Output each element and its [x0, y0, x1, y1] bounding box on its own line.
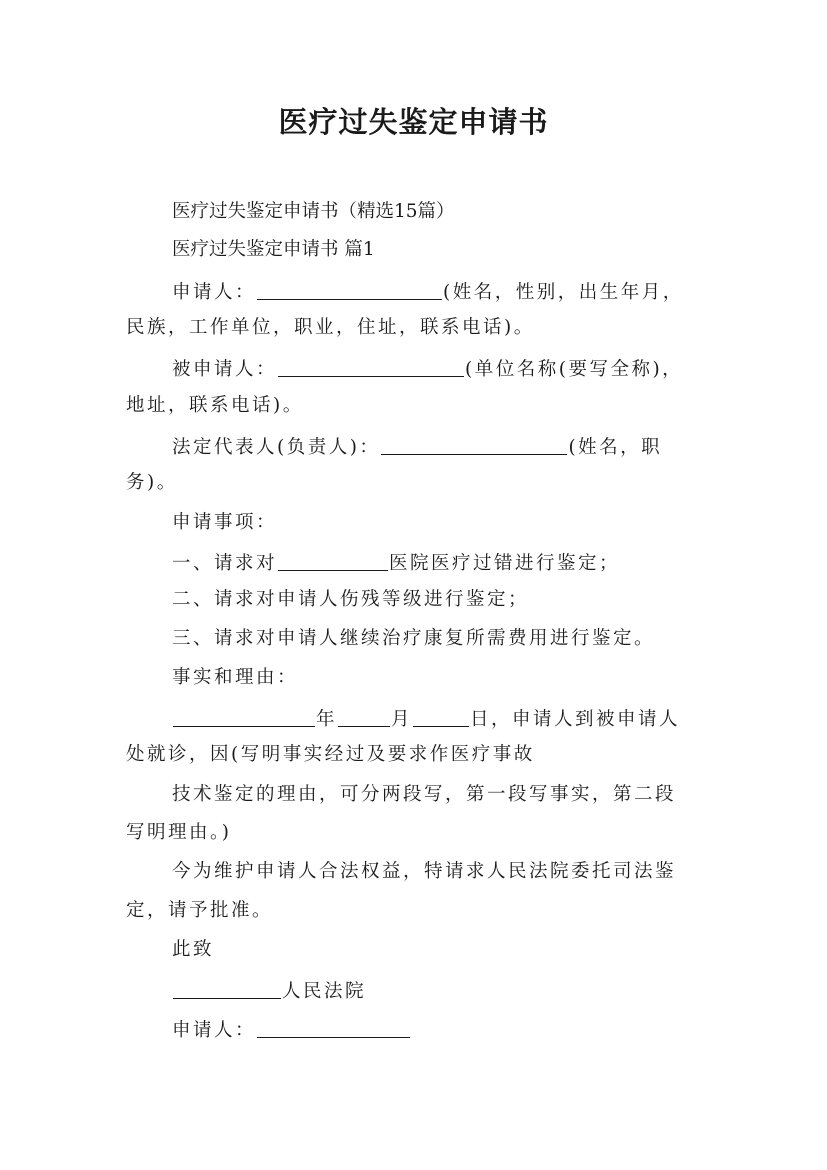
facts-line-2: 处就诊，因(写明事实经过及要求作医疗事故	[126, 744, 535, 765]
year-label: 年	[316, 709, 338, 730]
respondent-line	[172, 358, 683, 380]
request-line-1: 今为维护申请人合法权益，特请求人民法院委托司法鉴	[172, 861, 677, 882]
signature-line	[172, 1019, 411, 1041]
applicant-blank	[257, 281, 442, 300]
date-line	[172, 708, 680, 730]
hospital-blank	[278, 552, 388, 571]
respondent-label: 被申请人：	[172, 359, 278, 380]
facts-heading: 事实和理由：	[172, 667, 299, 688]
section-heading: 医疗过失鉴定申请书 篇1	[172, 239, 375, 260]
facts-line-3: 技术鉴定的理由，可分两段写，第一段写事实，第二段	[172, 784, 677, 805]
applicant-note: (姓名，性别，出生年月，	[443, 282, 684, 303]
document-title: 医疗过失鉴定申请书	[278, 105, 549, 139]
subtitle: 医疗过失鉴定申请书（精选15篇）	[172, 201, 455, 222]
applicant-note-cont: 民族，工作单位，职业，住址，联系电话)。	[126, 317, 535, 338]
facts-line-4: 写明理由。)	[126, 822, 232, 843]
legal-rep-blank	[381, 436, 567, 455]
legal-rep-note: (姓名，职	[568, 437, 663, 458]
day-blank	[413, 708, 469, 727]
closing: 此致	[172, 939, 215, 960]
request-line-2: 定，请予批准。	[126, 900, 274, 921]
day-label: 日，申请人到被申请人	[470, 709, 681, 730]
court-suffix: 人民法院	[282, 981, 367, 1002]
respondent-blank	[278, 358, 464, 377]
court-line	[172, 980, 366, 1002]
legal-rep-label: 法定代表人(负责人)：	[172, 437, 381, 458]
matter-3: 三、请求对申请人继续治疗康复所需费用进行鉴定。	[172, 628, 656, 649]
matter-2: 二、请求对申请人伤残等级进行鉴定；	[172, 589, 530, 610]
respondent-note-cont: 地址，联系电话)。	[126, 395, 304, 416]
court-blank	[173, 980, 281, 999]
signature-label: 申请人：	[172, 1020, 257, 1041]
month-label: 月	[391, 709, 413, 730]
applicant-line	[172, 281, 684, 303]
matters-heading: 申请事项：	[172, 512, 278, 533]
legal-rep-line	[172, 436, 662, 458]
matter-1-prefix: 一、请求对	[172, 553, 278, 574]
matter-1	[172, 552, 620, 574]
matter-1-suffix: 医院医疗过错进行鉴定；	[389, 553, 621, 574]
month-blank	[338, 708, 390, 727]
applicant-label: 申请人：	[172, 282, 257, 303]
respondent-note: (单位名称(要写全称)，	[465, 359, 684, 380]
year-blank	[173, 708, 315, 727]
signature-blank	[257, 1019, 410, 1038]
legal-rep-note-cont: 务)。	[126, 472, 178, 493]
